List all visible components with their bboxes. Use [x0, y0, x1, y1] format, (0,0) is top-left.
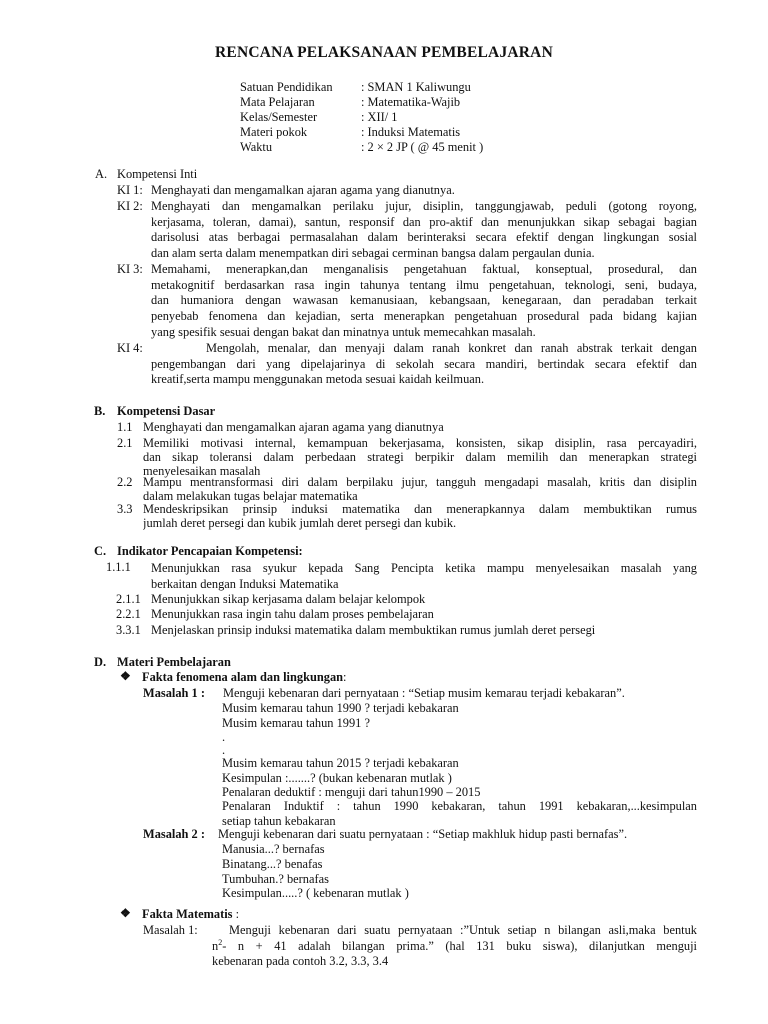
kd-code: 1.1	[117, 420, 133, 434]
ipk-code: 3.3.1	[116, 623, 141, 637]
masalah-text: Menguji kebenaran dari pernyataan : “Setiap musim kemarau terjadi kebakaran”.	[223, 686, 625, 700]
ki-code: KI 2:	[117, 199, 143, 213]
identity-label: Satuan Pendidikan	[240, 80, 333, 94]
section-heading: Kompetensi Inti	[117, 167, 198, 181]
section-letter: D.	[94, 655, 107, 669]
ki-code: KI 3:	[117, 262, 143, 276]
ki-text: Mengolah, menalar, dan menyaji dalam ranah konkret dan ranah abstrak terkait dengan pengembangan dari yang dipelajarinya di sekolah secara mandiri, bertindak secara efektif dan kreatif,serta mampu menggunakan metoda sesuai kaidah keilmuan.	[151, 341, 697, 387]
section-heading: Kompetensi Dasar	[117, 404, 216, 418]
kd-text: Memiliki motivasi internal, kemampuan bekerjasama, konsisten, sikap disiplin, rasa percayadiri, dan sikap toleransi dalam perbedaan strategi berpikir dalam memilih dan menerapkan strategi menyelesaikan masalah	[143, 436, 697, 479]
diamond-bullet-icon: ❖	[120, 906, 131, 920]
masalah-line: Binatang...? benafas	[222, 857, 323, 871]
masalah-line: .	[222, 743, 226, 757]
identity-value: : Matematika-Wajib	[361, 95, 461, 109]
kd-code: 3.3	[117, 502, 133, 516]
document-title: RENCANA PELAKSANAAN PEMBELAJARAN	[215, 44, 553, 61]
ki-text: Menghayati dan mengamalkan perilaku jujur, disiplin, tanggungjawab, peduli (gotong royong, kerjasama, toleran, damai), santun, responsif dan pro-aktif dan menunjukkan sikap sebagai bagian darisolusi atas berbagai permasalahan dalam berinteraksi secara efektif dengan lingkungan sosial dan alam serta dalam menempatkan diri sebagai cerminan bangsa dalam pergaulan dunia.	[151, 199, 697, 261]
masalah-line: .	[222, 730, 226, 744]
section-heading: Materi Pembelajaran	[117, 655, 231, 669]
diamond-bullet-icon: ❖	[120, 669, 131, 683]
identity-value: : SMAN 1 Kaliwungu	[361, 80, 471, 94]
identity-label: Materi pokok	[240, 125, 308, 139]
masalah-line: Penalaran Induktif : tahun 1990 kebakaran, tahun 1991 kebakaran,...kesimpulan setiap tahun kebakaran	[222, 799, 697, 828]
bullet-heading: Fakta Matematis :	[142, 907, 240, 921]
masalah-line: Musim kemarau tahun 2015 ? terjadi kebakaran	[222, 756, 459, 770]
masalah-label: Masalah 1:	[143, 923, 198, 937]
ipk-code: 1.1.1	[106, 560, 131, 574]
kd-code: 2.2	[117, 475, 133, 489]
identity-label: Waktu	[240, 140, 273, 154]
section-letter: C.	[94, 544, 107, 558]
masalah-line: Manusia...? bernafas	[222, 842, 325, 856]
ipk-code: 2.1.1	[116, 592, 141, 606]
identity-value: : Induksi Matematis	[361, 125, 461, 139]
masalah-label: Masalah 1 :	[143, 686, 205, 700]
identity-label: Mata Pelajaran	[240, 95, 315, 109]
identity-value: : 2 × 2 JP ( @ 45 menit )	[361, 140, 484, 154]
ipk-text: Menjelaskan prinsip induksi matematika dalam membuktikan rumus jumlah deret persegi	[151, 623, 596, 637]
kd-text: Mampu mentransformasi diri dalam berpilaku jujur, tangguh mengadapi masalah, kritis dan disiplin dalam melakukan tugas belajar matematika	[143, 475, 697, 504]
kd-code: 2.1	[117, 436, 133, 450]
ipk-text: Menunjukkan sikap kerjasama dalam belajar kelompok	[151, 592, 426, 606]
ki-code: KI 4:	[117, 341, 143, 355]
ki-code: KI 1:	[117, 183, 143, 197]
masalah-line: Kesimpulan.....? ( kebenaran mutlak )	[222, 886, 409, 900]
masalah-line: Musim kemarau tahun 1990 ? terjadi kebakaran	[222, 701, 459, 715]
identity-label: Kelas/Semester	[240, 110, 318, 124]
identity-value: : XII/ 1	[361, 110, 398, 124]
masalah-line: Kesimpulan :.......? (bukan kebenaran mutlak )	[222, 771, 452, 785]
masalah-line: Penalaran deduktif : menguji dari tahun1990 – 2015	[222, 785, 481, 799]
masalah-text: Menguji kebenaran dari suatu pernyataan : “Setiap makhluk hidup pasti bernafas”.	[218, 827, 628, 841]
bullet-heading: Fakta fenomena alam dan lingkungan:	[142, 670, 347, 684]
section-heading: Indikator Pencapaian Kompetensi:	[117, 544, 303, 558]
ki-text: Memahami, menerapkan,dan menganalisis pengetahuan faktual, konseptual, prosedural, dan metakognitif berdasarkan rasa ingin tahunya tentang ilmu pengetahuan, teknologi, seni, budaya, dan humaniora dengan wawasan kemanusiaan, kebangsaan, kenegaraan, dan peradaban terkait penyebab fenomena dan kejadian, serta menerapkan pengetahuan prosedural pada bidang kajian yang spesifik sesuai dengan bakat dan minatnya untuk memecahkan masalah.	[151, 262, 697, 339]
masalah-line: Tumbuhan.? bernafas	[222, 872, 329, 886]
ki-text: Menghayati dan mengamalkan ajaran agama yang dianutnya.	[151, 183, 455, 197]
masalah-text: Menguji kebenaran dari suatu pernyataan :”Untuk setiap n bilangan asli,maka bentuk $n^2-$ n + 41 adalah bilangan prima.” (hal 131 buku siswa), dilanjutkan menguji kebenaran pada contoh 3.2, 3.3, 3.4	[212, 923, 697, 969]
kd-text: Mendeskripsikan prinsip induksi matematika dan menerapkannya dalam membuktikan rumus jumlah deret persegi dan kubik jumlah deret persegi dan kubik.	[143, 502, 697, 531]
ipk-text: Menunjukkan rasa ingin tahu dalam proses pembelajaran	[151, 607, 434, 621]
ipk-text: Menunjukkan rasa syukur kepada Sang Pencipta ketika mampu menyelesaikan masalah yang berkaitan dengan Induksi Matematika	[151, 561, 697, 591]
masalah-line: Musim kemarau tahun 1991 ?	[222, 716, 370, 730]
masalah-label: Masalah 2 :	[143, 827, 205, 841]
section-letter: B.	[94, 404, 106, 418]
ipk-code: 2.2.1	[116, 607, 141, 621]
section-letter: A.	[95, 167, 108, 181]
kd-text: Menghayati dan mengamalkan ajaran agama yang dianutnya	[143, 420, 444, 434]
